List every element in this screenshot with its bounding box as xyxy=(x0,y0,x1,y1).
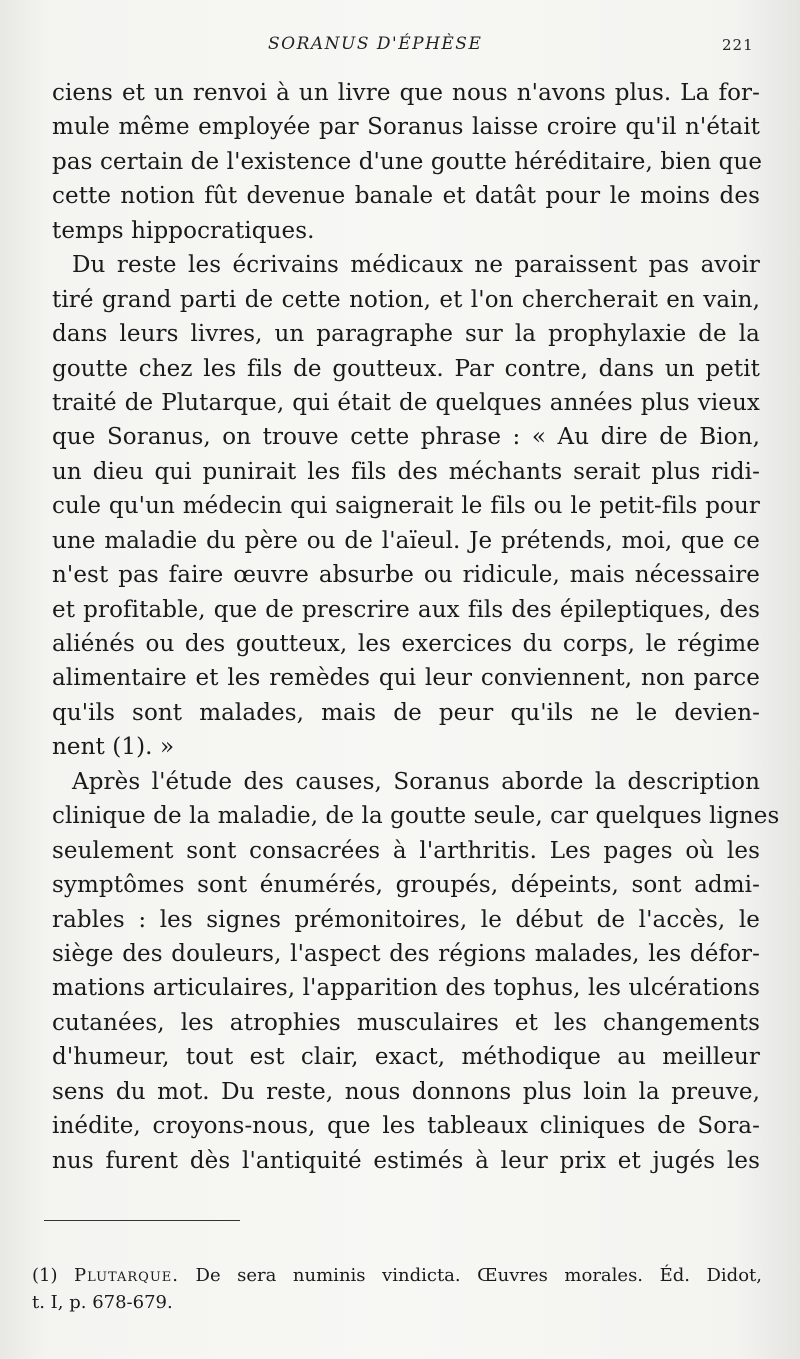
text-line: sens du mot. Du reste, nous donnons plus loin la preuve, xyxy=(52,1078,760,1105)
text-line: alimentaire et les remèdes qui leur conviennent, non parce xyxy=(52,665,760,692)
text-line: ciens et un renvoi à un livre que nous n'avons plus. La for- xyxy=(52,80,760,106)
text-line: siège des douleurs, l'aspect des régions malades, les défor- xyxy=(52,940,760,967)
text-line: traité de Plutarque, qui était de quelques années plus vieux xyxy=(52,389,760,416)
text-line: pas certain de l'existence d'une goutte héréditaire, bien que xyxy=(52,148,763,175)
text-line: une maladie du père ou de l'aïeul. Je prétends, moi, que ce xyxy=(52,527,760,554)
text-line: symptômes sont énumérés, groupés, dépeints, sont admi- xyxy=(52,872,760,899)
text-line: qu'ils sont malades, mais de peur qu'ils ne le devien- xyxy=(52,699,760,726)
text-line: cette notion fût devenue banale et datât pour le moins des xyxy=(52,183,760,210)
text-line: d'humeur, tout est clair, exact, méthodique au meilleur xyxy=(52,1044,760,1071)
footnote-author: Plutarque. xyxy=(74,1265,179,1286)
text-line: un dieu qui punirait les fils des méchants serait plus ridi- xyxy=(52,458,760,485)
text-line: temps hippocratiques. xyxy=(52,217,315,244)
text-line: seulement sont consacrées à l'arthritis. Les pages où les xyxy=(52,837,760,864)
page-number: 221 xyxy=(722,36,754,54)
text-line: que Soranus, on trouve cette phrase : « Au dire de Bion, xyxy=(52,424,760,451)
footnote-separator xyxy=(44,1220,240,1221)
text-line: cutanées, les atrophies musculaires et les changements xyxy=(52,1009,760,1036)
text-line: tiré grand parti de cette notion, et l'on chercherait en vain, xyxy=(52,286,760,313)
text-line: Après l'étude des causes, Soranus aborde la description xyxy=(72,768,760,795)
text-line: Du reste les écrivains médicaux ne paraissent pas avoir xyxy=(72,252,760,279)
page-header xyxy=(0,34,800,58)
footnote-line xyxy=(32,1262,762,1289)
text-line: nent (1). » xyxy=(52,734,175,761)
text-line: et profitable, que de prescrire aux fils des épileptiques, des xyxy=(52,596,760,623)
running-title: SORANUS D'ÉPHÈSE xyxy=(268,34,483,54)
text-line: clinique de la maladie, de la goutte seule, car quelques lignes xyxy=(52,803,780,830)
footnote-reference: De sera numinis vindicta. Œuvres morales. Éd. Didot, xyxy=(195,1265,762,1286)
text-line: nus furent dès l'antiquité estimés à leur prix et jugés les xyxy=(52,1147,760,1174)
text-line: n'est pas faire œuvre absurbe ou ridicule, mais nécessaire xyxy=(52,562,760,589)
text-line: mations articulaires, l'apparition des tophus, les ulcérations xyxy=(52,975,760,1002)
text-line: dans leurs livres, un paragraphe sur la prophylaxie de la xyxy=(52,321,760,348)
footnotes xyxy=(32,1262,762,1316)
text-line: rables : les signes prémonitoires, le début de l'accès, le xyxy=(52,906,760,933)
text-line: mule même employée par Soranus laisse croire qu'il n'était xyxy=(52,114,760,141)
text-line: cule qu'un médecin qui saignerait le fils ou le petit-fils pour xyxy=(52,493,760,520)
footnote-line: t. I, p. 678-679. xyxy=(32,1292,173,1313)
footnote-marker: (1) xyxy=(32,1265,58,1286)
body-text xyxy=(52,76,780,1178)
text-line: aliénés ou des goutteux, les exercices du corps, le régime xyxy=(52,631,760,657)
text-line: goutte chez les fils de goutteux. Par contre, dans un petit xyxy=(52,355,760,382)
text-line: inédite, croyons-nous, que les tableaux cliniques de Sora- xyxy=(52,1113,760,1140)
